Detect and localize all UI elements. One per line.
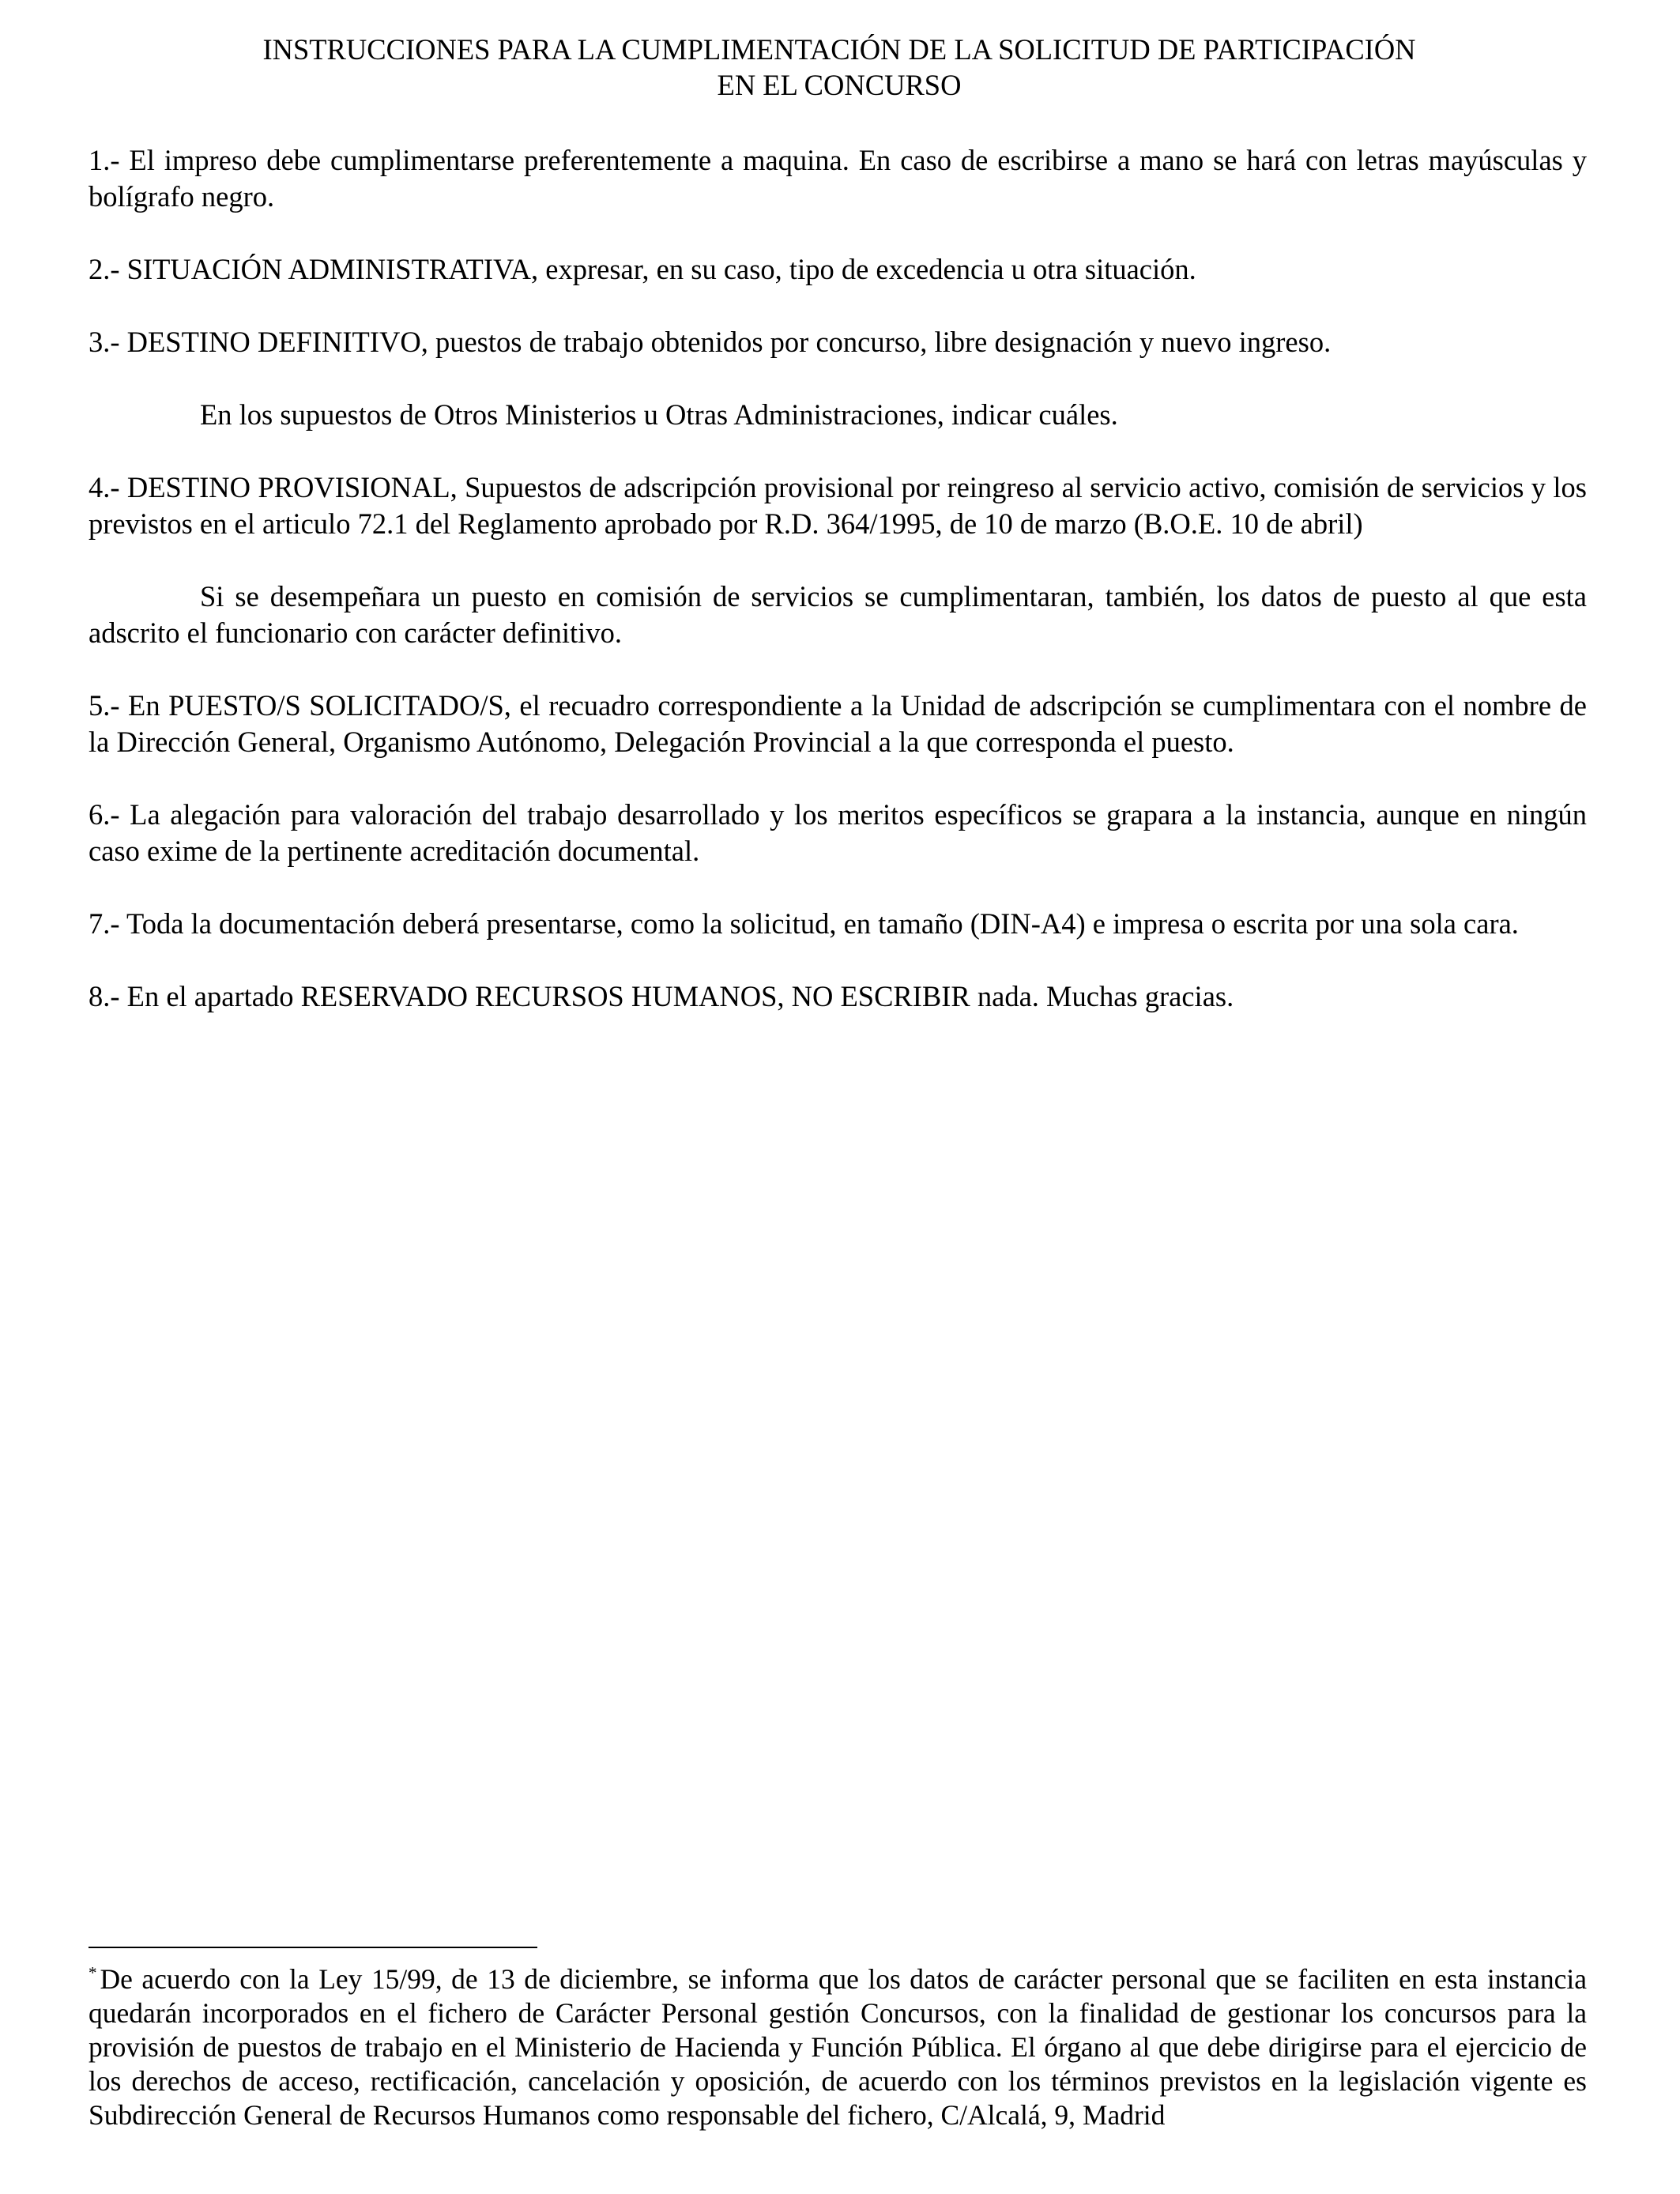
instruction-7: 7.- Toda la documentación deberá presentarse, como la solicitud, en tamaño (DIN-A4) e impresa o escrita por una sola cara.: [89, 907, 1519, 940]
instruction-5: 5.- En PUESTO/S SOLICITADO/S, el recuadro correspondiente a la Unidad de adscripción se cumplimentara con el nombre de la Dirección General, Organismo Autónomo, Delegación Provincial a la que corresponda el puesto.: [89, 689, 1587, 758]
instruction-1: 1.- El impreso debe cumplimentarse preferentemente a maquina. En caso de escribirse a mano se hará con letras mayúsculas y bolígrafo negro.: [89, 144, 1587, 213]
footnote-marker: *: [89, 1963, 97, 1982]
instruction-4-note: Si se desempeñara un puesto en comisión de servicios se cumplimentaran, también, los datos de puesto al que esta adscrito el funcionario con carácter definitivo.: [89, 580, 1587, 649]
instruction-6: 6.- La alegación para valoración del trabajo desarrollado y los meritos específicos se grapara a la instancia, aunque en ningún caso exime de la pertinente acreditación documental.: [89, 798, 1587, 867]
footnote-text: De acuerdo con la Ley 15/99, de 13 de diciembre, se informa que los datos de carácter personal que se faciliten en esta instancia quedarán incorporados en el fichero de Carácter Personal gestión Concursos, con la finalidad de gestionar los concursos para la provisión de puestos de trabajo en el Ministerio de Hacienda y Función Pública. El órgano al que debe dirigirse para el ejercicio de los derechos de acceso, rectificación, cancelación y oposición, de acuerdo con los términos previstos en la legislación vigente es Subdirección General de Recursos Humanos como responsable del fichero, C/Alcalá, 9, Madrid: [89, 1963, 1587, 2131]
instruction-4: 4.- DESTINO PROVISIONAL, Supuestos de adscripción provisional por reingreso al servicio activo, comisión de servicios y los previstos en el articulo 72.1 del Reglamento aprobado por R.D. 364/1995, de 10 de marzo (B.O.E. 10 de abril): [89, 471, 1587, 540]
instruction-3-note: En los supuestos de Otros Ministerios u Otras Administraciones, indicar cuáles.: [200, 398, 1118, 431]
title-line-1: INSTRUCCIONES PARA LA CUMPLIMENTACIÓN DE LA SOLICITUD DE PARTICIPACIÓN: [262, 33, 1416, 66]
instruction-3: 3.- DESTINO DEFINITIVO, puestos de trabajo obtenidos por concurso, libre designación y nuevo ingreso.: [89, 326, 1332, 358]
instructions-body: [89, 142, 1587, 1051]
title-line-2: EN EL CONCURSO: [717, 69, 962, 101]
instruction-2: 2.- SITUACIÓN ADMINISTRATIVA, expresar, en su caso, tipo de excedencia u otra situación.: [89, 253, 1196, 285]
page-title: [89, 32, 1590, 103]
footnote: [89, 1962, 1587, 2132]
instruction-8: 8.- En el apartado RESERVADO RECURSOS HUMANOS, NO ESCRIBIR nada. Muchas gracias.: [89, 980, 1234, 1012]
footnote-divider: [89, 1947, 537, 1948]
